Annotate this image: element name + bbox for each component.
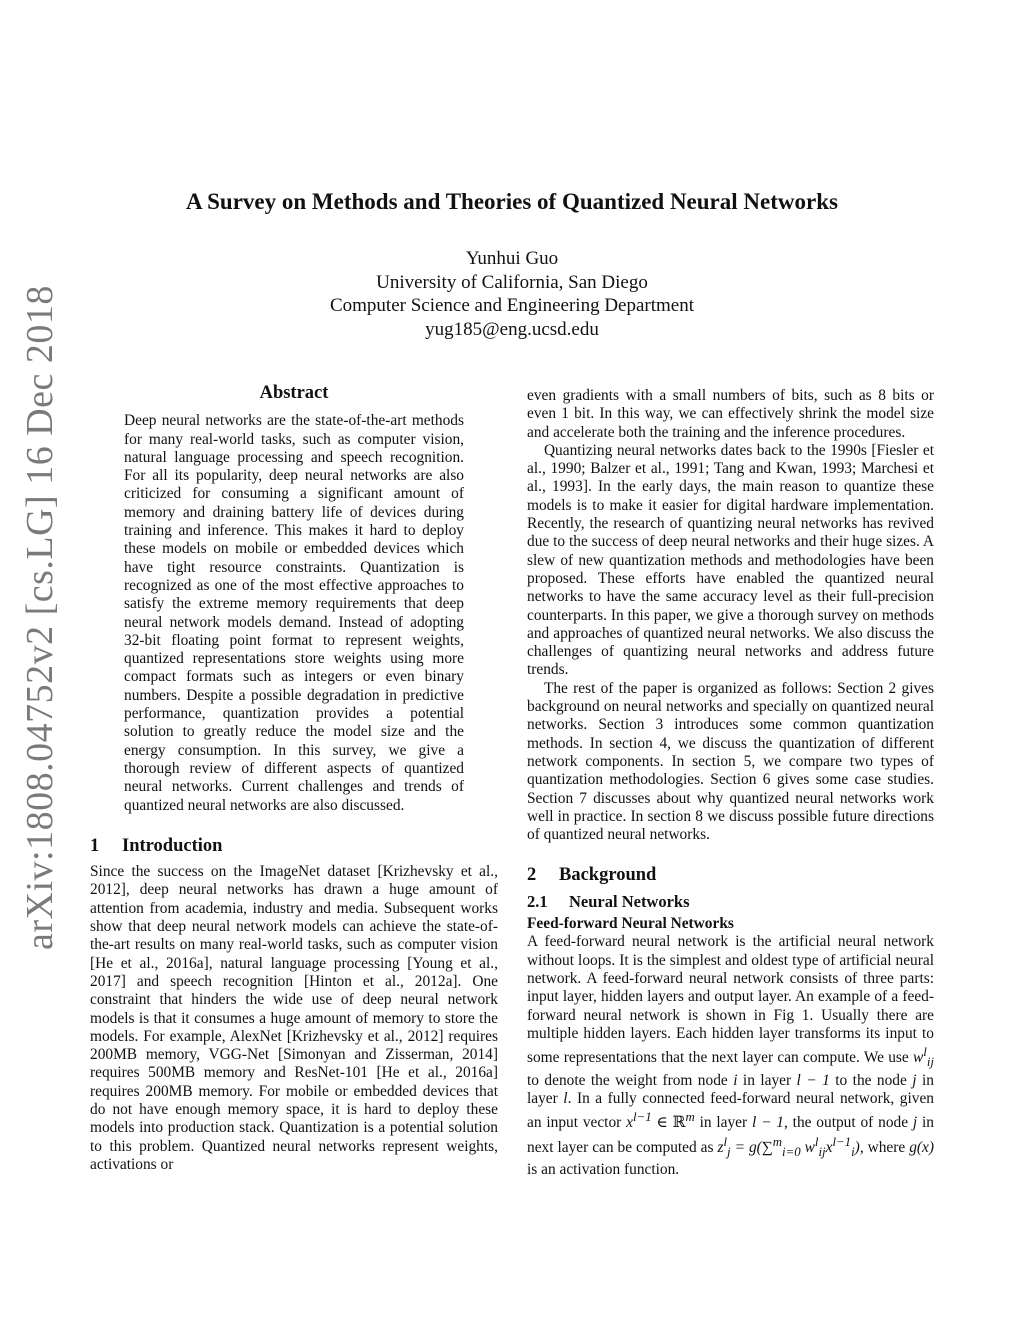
background-paragraph: A feed-forward neural network is the artificial neural network without loops. It is the simplest and oldest type of artificial neural network. A feed-forward neural network consists of three parts: input layer, hidden layers and output layer. An example of a feed-forward neural network is shown in Fig 1. Usually there are multiple hidden layers. Each hidden layer transforms its input to some representations that the next layer can compute. We use $w^l_{ij}$ to denote the weight from node i in layer l − 1 to the node j in layer l. In a fully connected feed-forward neural network, given an input vector $x^{l-1}$ ∈ ℝ$^m$ in layer l − 1, the output of node j in next layer can be computed as $z^l_j = g(\sum^m_{i=0}$ $w^l_{ij}x^{l-1}_i$), where g(x) is an activation function.	[527, 933, 934, 1179]
introduction-paragraph-1-continued: even gradients with a small numbers of bits, such as 8 bits or even 1 bit. In this way, we can effectively shrink the model size and accelerate both the training and the inference procedures.	[527, 387, 934, 441]
section-title: Introduction	[122, 835, 223, 856]
section-title: Background	[559, 865, 657, 886]
section-heading-introduction	[90, 837, 498, 855]
paper-title: A Survey on Methods and Theories of Quantized Neural Networks	[186, 189, 838, 214]
section-number: 2	[527, 865, 537, 886]
subsection-number: 2.1	[527, 891, 548, 911]
section-heading-background	[527, 866, 934, 884]
introduction-paragraph-2: Quantizing neural networks dates back to the 1990s [Fiesler et al., 1990; Balzer et al., 1991; Tang and Kwan, 1993; Marchesi et al., 1993]. In the early days, the main reason to quantize these models is to make it easier for digital hardware implementation. Recently, the research of quantizing neural networks has revived due to the success of deep neural networks and their huge sizes. A slew of new quantization methods and methodologies have been proposed. These efforts have enabled the quantized neural networks to have the same accuracy level as their full-precision counterparts. In this paper, we give a thorough survey on methods and approaches of quantized neural networks. We also discuss the challenges of quantizing neural networks and address future trends.	[527, 441, 934, 679]
author-email: yug185@eng.ucsd.edu	[425, 318, 599, 340]
author-name: Yunhui Guo	[465, 248, 559, 269]
abstract-text: Deep neural networks are the state-of-the-art methods for many real-world tasks, such as computer vision, natural language processing and speech recognition. For all its popularity, deep neural networks are also criticized for consuming a significant amount of memory and draining battery life of devices during training and inference. This makes it hard to deploy these models on mobile or embedded devices which have tight resource constraints. Quantization is recognized as one of the most effective approaches to satisfy the extreme memory requirements that deep neural network models demand. Instead of adopting 32-bit floating point format to represent weights, quantized representations store weights using more compact formats such as integers or even binary numbers. Despite a possible degradation in predictive performance, quantization provides a potential solution to greatly reduce the model size and the energy consumption. In this survey, we give a thorough review of different aspects of quantized neural networks. Current challenges and trends of quantized neural networks are also discussed.	[124, 412, 464, 814]
subsection-title: Neural Networks	[569, 891, 690, 911]
introduction-paragraph-1: Since the success on the ImageNet dataset [Krizhevsky et al., 2012], deep neural networks has drawn a huge amount of attention from academia, industry and media. Subsequent works show that deep neural network models can achieve the state-of-the-art results on many real-world tasks, such as computer vision [He et al., 2016a], natural language processing [Young et al., 2017] and speech recognition [Hinton et al., 2012a]. One constraint that hinders the wide use of deep neural network models is that it consumes a huge amount of memory to store the models. For example, AlexNet [Krizhevsky et al., 2012] requires 200MB memory, VGG-Net [Simonyan and Zisserman, 2014] requires 500MB memory and ResNet-101 [He et al., 2016a] requires 200MB memory. For mobile or embedded devices that do not have enough memory space, it is hard to deploy these models into production stack. Quantization is a potential solution to this problem. Quantized neural networks represent weights, activations or	[90, 863, 498, 1173]
affiliation-department: Computer Science and Engineering Department	[329, 295, 695, 316]
abstract-heading: Abstract	[259, 383, 329, 403]
arxiv-identifier: arXiv:1808.04752v2 [cs.LG] 16 Dec 2018	[19, 285, 61, 950]
section-number: 1	[90, 835, 100, 856]
author-block	[0, 247, 1024, 341]
subsection-heading-neural-networks	[527, 893, 934, 911]
introduction-paragraph-3: The rest of the paper is organized as follows: Section 2 gives background on neural networks and specially on quantized neural networks. Section 3 introduces some common quantization methods. In section 4, we discuss the quantization of different network components. In section 5, we compare two types of quantization methodologies. Section 6 gives some case studies. Section 7 discusses about why quantized neural networks work well in practice. In section 8 we discuss possible future directions of quantized neural networks.	[527, 679, 934, 844]
paragraph-heading-feed-forward: Feed-forward Neural Networks	[527, 915, 734, 933]
affiliation-university: University of California, San Diego	[376, 271, 648, 293]
left-column	[90, 384, 498, 1174]
math-input-vector: $x^{l-1}$	[626, 1110, 652, 1132]
math-output-equation: $z^l_j = g(\sum^m_{i=0}$ $w^l_{ij}x^{l-1}_i$)	[717, 1134, 860, 1159]
math-weight-symbol: $w^l_{ij}$	[913, 1045, 934, 1070]
right-column	[527, 387, 934, 1179]
